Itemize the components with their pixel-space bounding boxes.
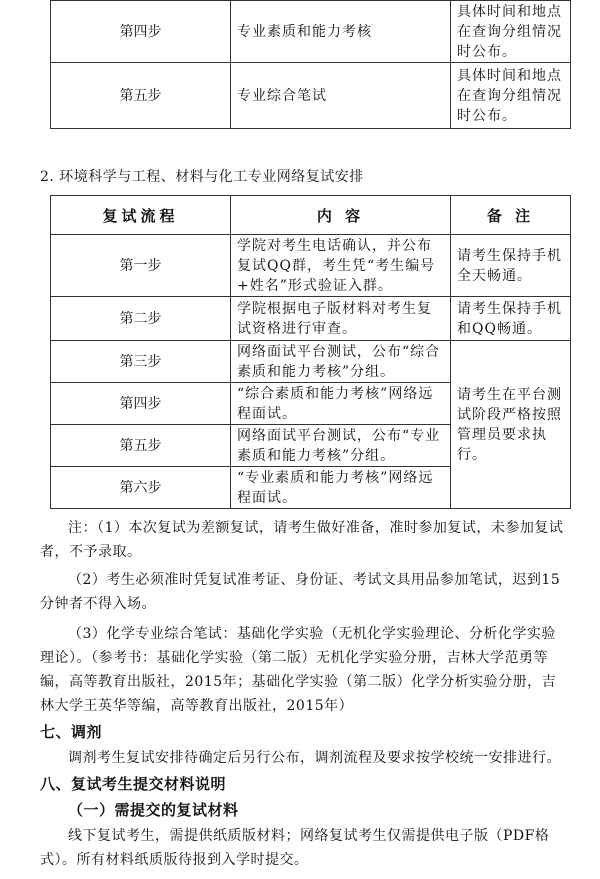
step-cell: 第五步 — [51, 63, 231, 129]
step-cell: 第六步 — [51, 467, 231, 509]
section-8-title: 八、复试考生提交材料说明 — [40, 775, 227, 793]
section-7-body: 调剂考生复试安排待确定后另行公布，调剂流程及要求按学校统一安排进行。 — [68, 750, 561, 766]
table-row — [51, 297, 571, 341]
step-cell: 第五步 — [51, 425, 231, 467]
note-1: 注：（1）本次复试为差额复试，请考生做好准备，准时参加复试，未参加复试者，不予录取。 — [40, 520, 564, 560]
section-7-title: 七、调剂 — [40, 723, 103, 741]
section-8-subtitle: （一）需提交的复试材料 — [68, 801, 239, 819]
schedule-table-continued — [50, 0, 571, 129]
table-row — [51, 235, 571, 297]
step-cell: 第四步 — [51, 1, 231, 63]
content-cell: 学院对考生电话确认，并公布复试QQ群，考生凭“考生编号+姓名”形式验证入群。 — [231, 235, 451, 297]
table-row — [51, 1, 571, 63]
table-row — [51, 341, 571, 383]
header-flow: 复试流程 — [51, 196, 231, 235]
content-cell: “专业素质和能力考核”网络远程面试。 — [231, 467, 451, 509]
content-cell: 专业综合笔试 — [231, 63, 451, 129]
content-cell: “综合素质和能力考核”网络远程面试。 — [231, 383, 451, 425]
content-cell: 网络面试平台测试，公布“综合素质和能力考核”分组。 — [231, 341, 451, 383]
note-cell: 具体时间和地点在查询分组情况时公布。 — [451, 1, 571, 63]
header-content: 内 容 — [231, 196, 451, 235]
note-cell: 请考生保持手机全天畅通。 — [451, 235, 571, 297]
table-row — [51, 63, 571, 129]
note-3: （3）化学专业综合笔试：基础化学实验（无机化学实验理论、分析化学实验理论）。（参考书：基础化学实验（第二版）无机化学实验分册，吉林大学范勇等编，高等教育出版社，2015年；基础化学实验（第二版）化学分析实验分册，吉林大学王英华等编，高等教育出版社，2015年） — [40, 626, 557, 714]
step-cell: 第一步 — [51, 235, 231, 297]
header-note: 备 注 — [451, 196, 571, 235]
content-cell: 学院根据电子版材料对考生复试资格进行审查。 — [231, 297, 451, 341]
table-header-row — [51, 196, 571, 235]
note-cell: 请考生保持手机和QQ畅通。 — [451, 297, 571, 341]
network-schedule-table — [50, 195, 571, 509]
section-8-body: 线下复试考生，需提供纸质版材料；网络复试考生仅需提供电子版（PDF格式）。所有材料纸质版待报到入学时提交。 — [40, 828, 550, 868]
section-2-title: 2. 环境科学与工程、材料与化工专业网络复试安排 — [40, 169, 364, 185]
step-cell: 第三步 — [51, 341, 231, 383]
content-cell: 网络面试平台测试，公布“专业素质和能力考核”分组。 — [231, 425, 451, 467]
note-2: （2）考生必须准时凭复试准考证、身份证、考试文具用品参加笔试，迟到15分钟者不得入场。 — [40, 572, 561, 612]
merged-note-cell: 请考生在平台测试阶段严格按照管理员要求执行。 — [451, 341, 571, 509]
step-cell: 第二步 — [51, 297, 231, 341]
content-cell: 专业素质和能力考核 — [231, 1, 451, 63]
step-cell: 第四步 — [51, 383, 231, 425]
note-cell: 具体时间和地点在查询分组情况时公布。 — [451, 63, 571, 129]
